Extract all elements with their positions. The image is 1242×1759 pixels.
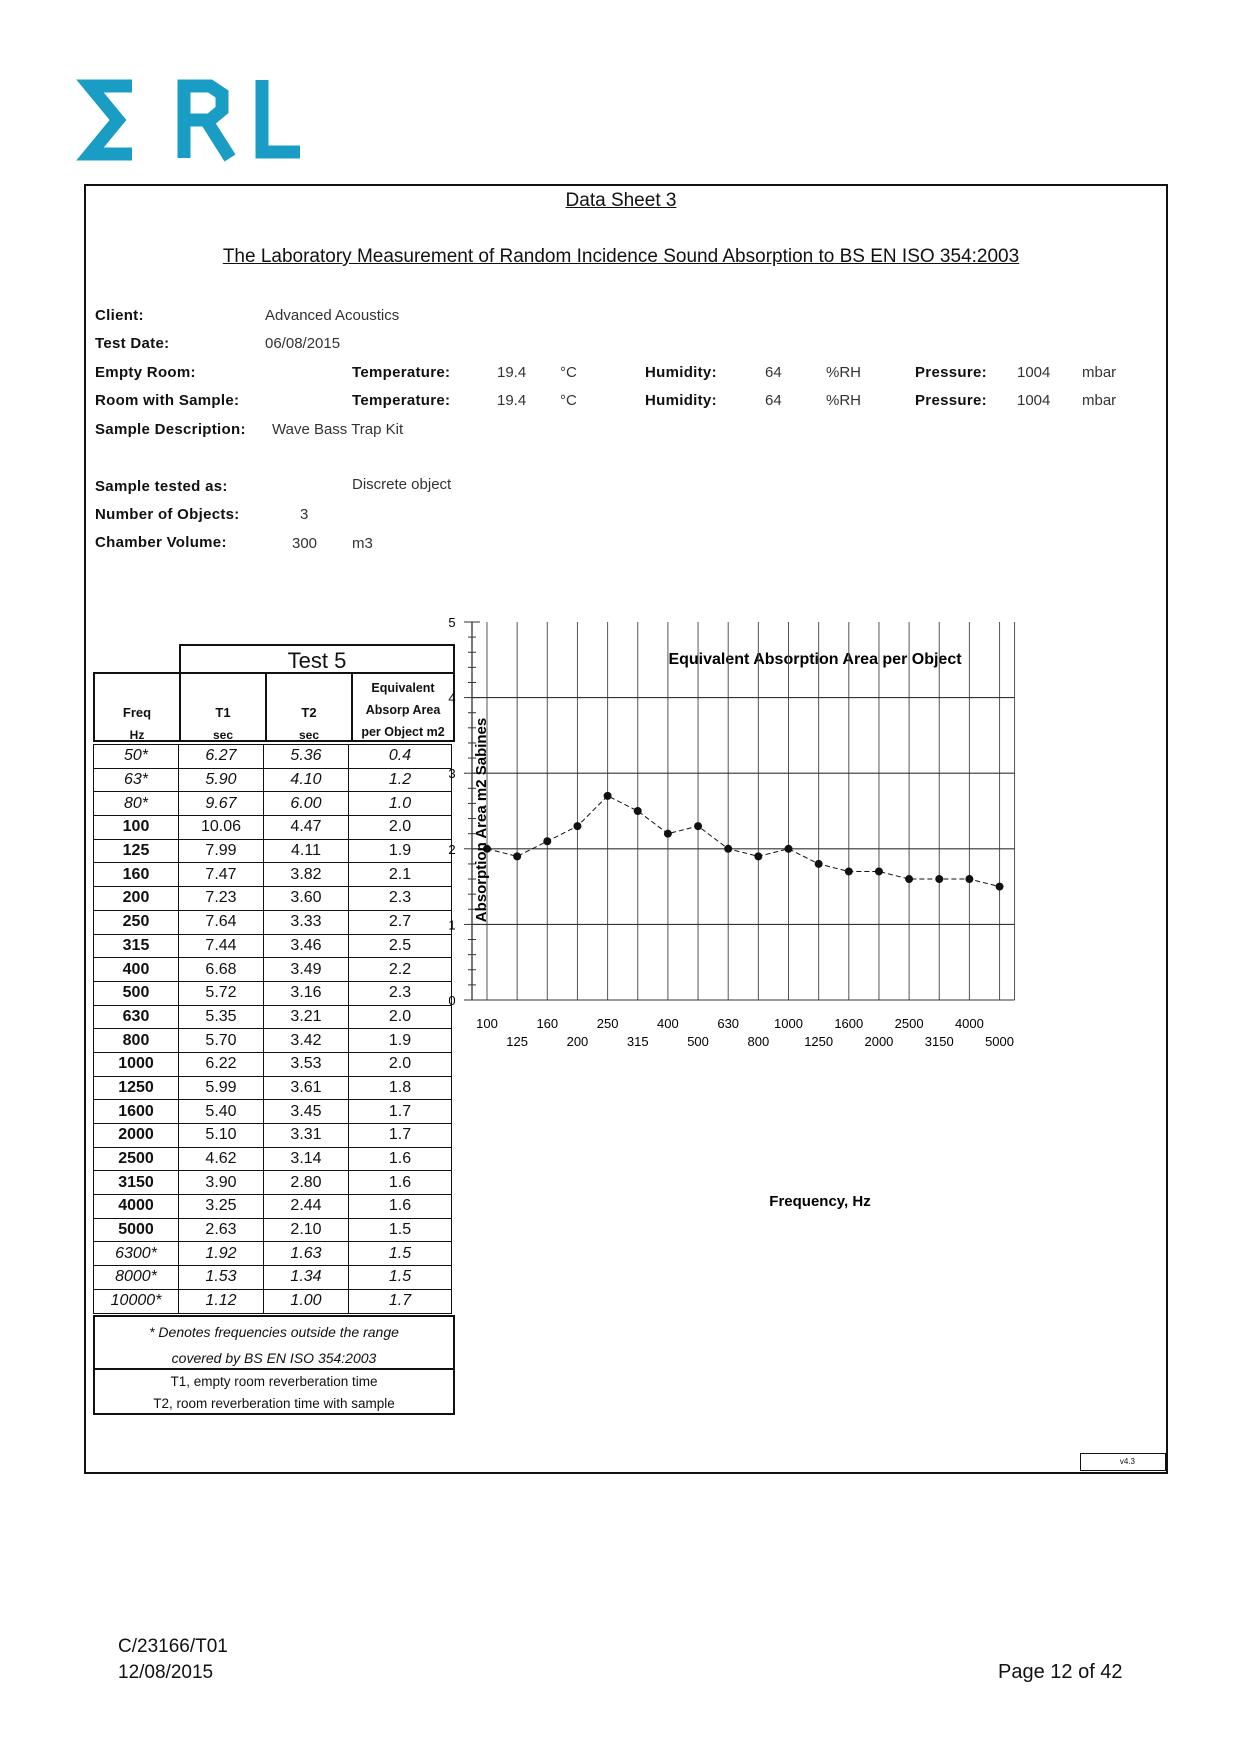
cell-t2: 3.49 xyxy=(264,958,349,982)
cell-t2: 3.14 xyxy=(264,1147,349,1171)
table-row xyxy=(94,1289,452,1313)
cell-freq: 2000 xyxy=(94,1124,179,1148)
data-point xyxy=(905,875,913,883)
cell-t1: 3.25 xyxy=(179,1195,264,1219)
table-row xyxy=(94,934,452,958)
x-tick-label: 630 xyxy=(717,1016,740,1031)
data-point xyxy=(573,822,581,830)
cell-t1: 1.12 xyxy=(179,1289,264,1313)
cell-t2: 3.21 xyxy=(264,1005,349,1029)
x-tick-label: 3150 xyxy=(924,1034,954,1049)
sample-temp-unit: °C xyxy=(560,392,577,409)
y-tick-label: 5 xyxy=(448,615,456,630)
freq-header xyxy=(93,672,181,742)
cell-freq: 4000 xyxy=(94,1195,179,1219)
data-point xyxy=(845,867,853,875)
table-row xyxy=(94,1266,452,1290)
empty-temp-unit: °C xyxy=(560,364,577,381)
outside-range-note xyxy=(93,1315,455,1370)
data-point xyxy=(935,875,943,883)
table-row xyxy=(94,863,452,887)
num-objects-value: 3 xyxy=(300,506,309,523)
table-row xyxy=(94,1100,452,1124)
cell-t2: 5.36 xyxy=(264,745,349,769)
t2-header-line1: T2 xyxy=(301,705,317,720)
cell-t2: 3.46 xyxy=(264,934,349,958)
cell-area: 1.6 xyxy=(349,1195,452,1219)
sample-humidity-value: 64 xyxy=(765,392,782,409)
area-header-line2: Absorp Area xyxy=(365,703,441,717)
y-tick-label: 4 xyxy=(448,690,456,706)
x-tick-label: 1600 xyxy=(834,1016,864,1031)
cell-t2: 3.33 xyxy=(264,910,349,934)
table-row xyxy=(94,1005,452,1029)
cell-t1: 5.72 xyxy=(179,981,264,1005)
table-row xyxy=(94,1242,452,1266)
cell-t1: 4.62 xyxy=(179,1147,264,1171)
data-point xyxy=(694,822,702,830)
table-row xyxy=(94,1218,452,1242)
cell-area: 2.0 xyxy=(349,816,452,840)
data-point xyxy=(996,883,1004,891)
table-row xyxy=(94,1052,452,1076)
note-line-2: covered by BS EN ISO 354:2003 xyxy=(171,1350,377,1366)
table-row xyxy=(94,816,452,840)
cell-area: 2.3 xyxy=(349,981,452,1005)
cell-freq: 3150 xyxy=(94,1171,179,1195)
footer-page-number: Page 12 of 42 xyxy=(998,1661,1123,1683)
data-point xyxy=(664,830,672,838)
series-line xyxy=(487,796,1000,887)
table-row xyxy=(94,1147,452,1171)
table-row xyxy=(94,745,452,769)
cell-t2: 4.10 xyxy=(264,768,349,792)
tested-as-label: Sample tested as: xyxy=(95,478,228,495)
cell-area: 1.7 xyxy=(349,1124,452,1148)
cell-area: 1.9 xyxy=(349,1029,452,1053)
table-row xyxy=(94,958,452,982)
cell-t1: 9.67 xyxy=(179,792,264,816)
data-point xyxy=(815,860,823,868)
t2-header xyxy=(265,672,353,742)
cell-t2: 2.44 xyxy=(264,1195,349,1219)
cell-freq: 800 xyxy=(94,1029,179,1053)
version-tag: v4.3 xyxy=(1080,1453,1166,1471)
freq-header-line1: Freq xyxy=(122,705,152,720)
cell-freq: 125 xyxy=(94,839,179,863)
sample-humidity-label: Humidity: xyxy=(645,392,717,409)
cell-t1: 1.92 xyxy=(179,1242,264,1266)
cell-freq: 10000* xyxy=(94,1289,179,1313)
data-point xyxy=(965,875,973,883)
freq-header-line2: Hz xyxy=(129,728,145,742)
cell-freq: 6300* xyxy=(94,1242,179,1266)
table-row xyxy=(94,1124,452,1148)
volume-unit: m3 xyxy=(352,535,373,552)
main-title: The Laboratory Measurement of Random Incidence Sound Absorption to BS EN ISO 354:2003 xyxy=(222,246,1020,267)
cell-t1: 7.99 xyxy=(179,839,264,863)
chart-y-label: Absorption Area m2 Sabines xyxy=(473,717,490,923)
cell-t1: 6.68 xyxy=(179,958,264,982)
chart-x-label: Frequency, Hz xyxy=(769,1193,871,1210)
table-row xyxy=(94,792,452,816)
sample-temp-value: 19.4 xyxy=(497,392,527,409)
chart-series xyxy=(483,792,1004,891)
cell-freq: 200 xyxy=(94,887,179,911)
data-table xyxy=(93,744,452,1314)
cell-t2: 3.16 xyxy=(264,981,349,1005)
table-row xyxy=(94,1029,452,1053)
x-tick-label: 200 xyxy=(566,1034,589,1049)
cell-t1: 6.22 xyxy=(179,1052,264,1076)
sample-pressure-label: Pressure: xyxy=(915,392,987,409)
cell-t2: 2.10 xyxy=(264,1218,349,1242)
cell-area: 1.7 xyxy=(349,1100,452,1124)
cell-area: 2.3 xyxy=(349,887,452,911)
x-tick-label: 400 xyxy=(657,1016,679,1031)
table-row xyxy=(94,768,452,792)
cell-freq: 100 xyxy=(94,816,179,840)
cell-freq: 315 xyxy=(94,934,179,958)
data-point xyxy=(724,845,732,853)
t1-header-line2: sec xyxy=(212,728,234,742)
cell-t1: 5.35 xyxy=(179,1005,264,1029)
tested-as-value: Discrete object xyxy=(352,476,452,493)
cell-area: 1.6 xyxy=(349,1147,452,1171)
empty-pressure-label: Pressure: xyxy=(915,364,987,381)
note-t2: T2, room reverberation time with sample xyxy=(153,1396,395,1411)
cell-freq: 1000 xyxy=(94,1052,179,1076)
x-tick-label: 2000 xyxy=(864,1034,894,1049)
cell-area: 2.5 xyxy=(349,934,452,958)
cell-t1: 7.47 xyxy=(179,863,264,887)
cell-area: 1.5 xyxy=(349,1242,452,1266)
footer-reference: C/23166/T01 xyxy=(118,1636,228,1657)
chart-grid xyxy=(464,622,1015,1000)
table-row xyxy=(94,910,452,934)
cell-t2: 1.63 xyxy=(264,1242,349,1266)
cell-t2: 4.47 xyxy=(264,816,349,840)
cell-t1: 6.27 xyxy=(179,745,264,769)
empty-humidity-unit: %RH xyxy=(826,364,862,381)
cell-freq: 2500 xyxy=(94,1147,179,1171)
cell-t2: 2.80 xyxy=(264,1171,349,1195)
cell-t2: 3.42 xyxy=(264,1029,349,1053)
cell-area: 2.7 xyxy=(349,910,452,934)
srl-logo xyxy=(82,80,302,160)
cell-t2: 3.61 xyxy=(264,1076,349,1100)
x-tick-label: 5000 xyxy=(985,1034,1015,1049)
t2-header-line2: sec xyxy=(298,728,320,742)
empty-temp-label: Temperature: xyxy=(352,364,451,381)
table-row xyxy=(94,1195,452,1219)
reverb-legend xyxy=(93,1368,455,1415)
empty-humidity-value: 64 xyxy=(765,364,782,381)
cell-t1: 7.23 xyxy=(179,887,264,911)
data-point xyxy=(785,845,793,853)
x-tick-label: 500 xyxy=(687,1034,709,1049)
cell-freq: 8000* xyxy=(94,1266,179,1290)
area-header-line1: Equivalent xyxy=(371,681,435,695)
cell-area: 1.8 xyxy=(349,1076,452,1100)
cell-area: 1.9 xyxy=(349,839,452,863)
sample-temp-label: Temperature: xyxy=(352,392,451,409)
cell-freq: 63* xyxy=(94,768,179,792)
cell-t2: 3.31 xyxy=(264,1124,349,1148)
cell-area: 2.0 xyxy=(349,1052,452,1076)
cell-freq: 80* xyxy=(94,792,179,816)
cell-t1: 1.53 xyxy=(179,1266,264,1290)
cell-area: 0.4 xyxy=(349,745,452,769)
cell-freq: 50* xyxy=(94,745,179,769)
chart-x-ticks xyxy=(476,1016,1014,1049)
cell-t2: 6.00 xyxy=(264,792,349,816)
x-tick-label: 1000 xyxy=(774,1016,803,1031)
x-tick-label: 2500 xyxy=(894,1016,924,1031)
table-row xyxy=(94,1076,452,1100)
chart-title: Equivalent Absorption Area per Object xyxy=(668,651,962,668)
x-tick-label: 100 xyxy=(476,1016,498,1031)
cell-t2: 4.11 xyxy=(264,839,349,863)
y-tick-label: 3 xyxy=(448,766,456,782)
cell-freq: 630 xyxy=(94,1005,179,1029)
sample-description-label: Sample Description: xyxy=(95,421,246,438)
cell-t2: 3.60 xyxy=(264,887,349,911)
empty-room-label: Empty Room: xyxy=(95,364,196,381)
cell-t1: 7.44 xyxy=(179,934,264,958)
client-value: Advanced Acoustics xyxy=(265,307,400,324)
volume-label: Chamber Volume: xyxy=(95,534,227,551)
data-point xyxy=(634,807,642,815)
x-tick-label: 800 xyxy=(747,1034,770,1049)
cell-t1: 5.99 xyxy=(179,1076,264,1100)
cell-t2: 1.34 xyxy=(264,1266,349,1290)
cell-area: 2.0 xyxy=(349,1005,452,1029)
table-row xyxy=(94,1171,452,1195)
sample-pressure-unit: mbar xyxy=(1082,392,1117,409)
cell-t2: 3.53 xyxy=(264,1052,349,1076)
table-row xyxy=(94,887,452,911)
x-tick-label: 160 xyxy=(536,1016,559,1031)
cell-area: 1.5 xyxy=(349,1266,452,1290)
test-date-value: 06/08/2015 xyxy=(265,335,341,352)
cell-t1: 2.63 xyxy=(179,1218,264,1242)
test-label: Test 5 xyxy=(179,644,455,674)
cell-area: 1.5 xyxy=(349,1218,452,1242)
cell-freq: 160 xyxy=(94,863,179,887)
cell-t1: 7.64 xyxy=(179,910,264,934)
area-header xyxy=(351,672,455,742)
x-tick-label: 250 xyxy=(596,1016,619,1031)
table-row xyxy=(94,981,452,1005)
cell-area: 1.6 xyxy=(349,1171,452,1195)
cell-freq: 400 xyxy=(94,958,179,982)
cell-freq: 500 xyxy=(94,981,179,1005)
data-point xyxy=(875,867,883,875)
cell-freq: 1600 xyxy=(94,1100,179,1124)
cell-t2: 3.45 xyxy=(264,1100,349,1124)
sample-humidity-unit: %RH xyxy=(826,392,862,409)
cell-freq: 250 xyxy=(94,910,179,934)
empty-pressure-unit: mbar xyxy=(1082,364,1117,381)
cell-t2: 1.00 xyxy=(264,1289,349,1313)
cell-t2: 3.82 xyxy=(264,863,349,887)
cell-area: 2.1 xyxy=(349,863,452,887)
y-tick-label: 0 xyxy=(448,993,456,1008)
cell-t1: 5.40 xyxy=(179,1100,264,1124)
cell-t1: 5.10 xyxy=(179,1124,264,1148)
cell-t1: 5.70 xyxy=(179,1029,264,1053)
num-objects-label: Number of Objects: xyxy=(95,506,240,523)
data-point xyxy=(543,837,551,845)
empty-pressure-value: 1004 xyxy=(1017,364,1051,381)
footer-date: 12/08/2015 xyxy=(118,1662,214,1683)
data-point xyxy=(513,852,521,860)
x-tick-label: 315 xyxy=(626,1034,649,1049)
note-line-1: * Denotes frequencies outside the range xyxy=(149,1324,399,1340)
cell-freq: 5000 xyxy=(94,1218,179,1242)
cell-t1: 3.90 xyxy=(179,1171,264,1195)
cell-t1: 5.90 xyxy=(179,768,264,792)
y-tick-label: 2 xyxy=(448,841,456,857)
data-point xyxy=(754,852,762,860)
note-t1: T1, empty room reverberation time xyxy=(170,1374,378,1389)
t1-header xyxy=(179,672,267,742)
absorption-chart xyxy=(448,615,1160,1220)
x-tick-label: 4000 xyxy=(954,1016,984,1031)
cell-freq: 1250 xyxy=(94,1076,179,1100)
sample-pressure-value: 1004 xyxy=(1017,392,1051,409)
empty-temp-value: 19.4 xyxy=(497,364,527,381)
cell-area: 2.2 xyxy=(349,958,452,982)
y-tick-label: 1 xyxy=(448,917,456,933)
x-tick-label: 1250 xyxy=(804,1034,834,1049)
t1-header-line1: T1 xyxy=(215,705,231,720)
client-label: Client: xyxy=(95,307,144,324)
area-header-line3: per Object m2 xyxy=(361,725,445,739)
test-date-label: Test Date: xyxy=(95,335,170,352)
room-sample-label: Room with Sample: xyxy=(95,392,240,409)
cell-t1: 10.06 xyxy=(179,816,264,840)
x-tick-label: 125 xyxy=(506,1034,529,1049)
sample-description-value: Wave Bass Trap Kit xyxy=(272,421,404,438)
cell-area: 1.2 xyxy=(349,768,452,792)
empty-humidity-label: Humidity: xyxy=(645,364,717,381)
cell-area: 1.7 xyxy=(349,1289,452,1313)
volume-value: 300 xyxy=(292,535,318,552)
table-row xyxy=(94,839,452,863)
data-point xyxy=(604,792,612,800)
cell-area: 1.0 xyxy=(349,792,452,816)
sheet-title: Data Sheet 3 xyxy=(565,190,677,211)
